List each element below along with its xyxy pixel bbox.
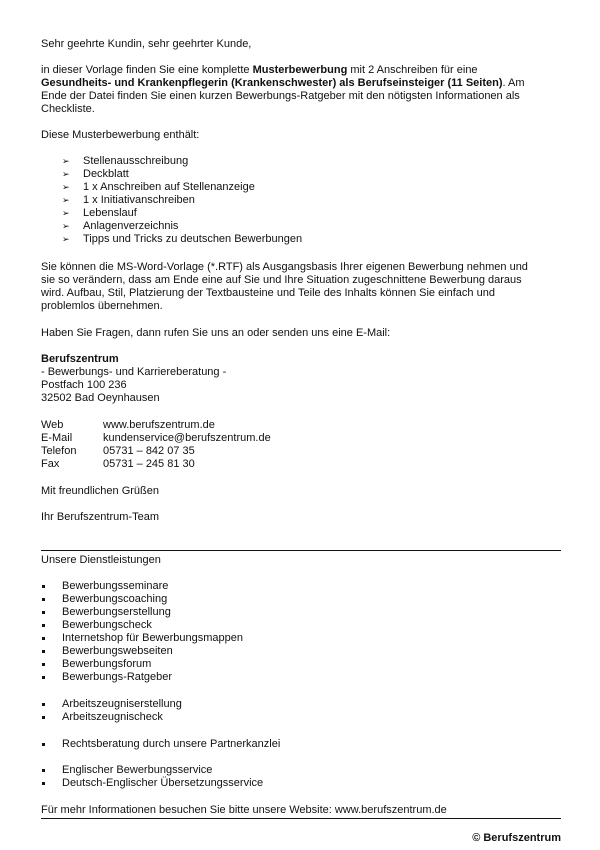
arrow-bullet-icon: ➢ (62, 169, 70, 179)
list-item: Bewerbungscheck (41, 619, 243, 632)
copyright: © Berufszentrum (472, 832, 561, 844)
square-bullet-icon (42, 663, 45, 666)
contact-row-email: E-Mail kundenservice@berufszentrum.de (41, 432, 271, 444)
email-link[interactable]: kundenservice@berufszentrum.de (103, 432, 271, 444)
company-street: Postfach 100 236 (41, 379, 127, 391)
square-bullet-icon (42, 676, 45, 679)
square-bullet-icon (42, 585, 45, 588)
services-list-english (41, 764, 263, 790)
contact-row-fax: Fax 05731 – 245 81 30 (41, 458, 195, 470)
square-bullet-icon (42, 650, 45, 653)
services-list-legal (41, 738, 280, 751)
arrow-bullet-icon: ➢ (62, 195, 70, 205)
list-item: Bewerbungsseminare (41, 580, 243, 593)
list-item: Rechtsberatung durch unsere Partnerkanzlei (41, 738, 280, 751)
company-name: Berufszentrum (41, 353, 119, 365)
arrow-bullet-icon: ➢ (62, 156, 70, 166)
usage-paragraph: Sie können die MS-Word-Vorlage (*.RTF) als Ausgangsbasis Ihrer eigenen Bewerbung nehmen und sie so verändern, dass am Ende eine auf Sie und Ihre Situation zugeschnittene Bewerbung daraus wird. Aufbau, Stil, Platzierung der Textbausteine und Teile des Inhalts können Sie einfach und problemlos übernehmen. (41, 261, 528, 312)
square-bullet-icon (42, 637, 45, 640)
greeting: Sehr geehrte Kundin, sehr geehrter Kunde, (41, 38, 252, 50)
services-list-main (41, 580, 243, 684)
contact-row-phone: Telefon 05731 – 842 07 35 (41, 445, 195, 457)
more-info-line: Für mehr Informationen besuchen Sie bitte unsere Website: www.berufszentrum.de (41, 804, 447, 816)
list-item: Bewerbungscoaching (41, 593, 243, 606)
square-bullet-icon (42, 598, 45, 601)
list-item: ➢ Deckblatt (62, 168, 129, 180)
contact-row-web: Web www.berufszentrum.de (41, 419, 215, 431)
square-bullet-icon (42, 769, 45, 772)
square-bullet-icon (42, 782, 45, 785)
closing: Mit freundlichen Grüßen (41, 485, 159, 497)
list-item: Bewerbungserstellung (41, 606, 243, 619)
list-item: Internetshop für Bewerbungsmappen (41, 632, 243, 645)
list-item: Bewerbungs-Ratgeber (41, 671, 243, 684)
square-bullet-icon (42, 611, 45, 614)
list-item: Arbeitszeugniserstellung (41, 698, 182, 711)
square-bullet-icon (42, 624, 45, 627)
arrow-bullet-icon: ➢ (62, 208, 70, 218)
square-bullet-icon (42, 703, 45, 706)
intro-bold-musterbewerbung: Musterbewerbung (252, 64, 348, 76)
signature: Ihr Berufszentrum-Team (41, 511, 159, 523)
company-address (41, 353, 561, 405)
list-item: ➢ 1 x Initiativanschreiben (62, 194, 195, 206)
company-tagline: - Bewerbungs- und Karriereberatung - (41, 366, 227, 378)
list-item: Deutsch-Englischer Übersetzungsservice (41, 777, 263, 790)
list-item: Arbeitszeugnischeck (41, 711, 182, 724)
intro-bold-position: Gesundheits- und Krankenpflegerin (Krankenschwester) als Berufseinsteiger (11 Seiten) (41, 77, 503, 89)
list-item: ➢ Stellenausschreibung (62, 155, 189, 167)
contents-heading: Diese Musterbewerbung enthält: (41, 129, 200, 141)
arrow-bullet-icon: ➢ (62, 234, 70, 244)
list-item: ➢ Lebenslauf (62, 207, 137, 219)
square-bullet-icon (42, 743, 45, 746)
divider (41, 550, 561, 551)
square-bullet-icon (42, 716, 45, 719)
list-item: Englischer Bewerbungsservice (41, 764, 263, 777)
contents-list (62, 155, 302, 246)
services-heading: Unsere Dienstleistungen (41, 554, 161, 566)
arrow-bullet-icon: ➢ (62, 221, 70, 231)
website-link[interactable]: www.berufszentrum.de (103, 419, 215, 431)
list-item: ➢ 1 x Anschreiben auf Stellenanzeige (62, 181, 255, 193)
company-city: 32502 Bad Oeynhausen (41, 392, 160, 404)
questions-line: Haben Sie Fragen, dann rufen Sie uns an oder senden uns eine E-Mail: (41, 327, 391, 339)
contact-details (41, 419, 271, 471)
footer-divider (41, 818, 561, 819)
list-item: Bewerbungswebseiten (41, 645, 243, 658)
arrow-bullet-icon: ➢ (62, 182, 70, 192)
intro-paragraph: in dieser Vorlage finden Sie eine komplette Musterbewerbung mit 2 Anschreiben für eine Gesundheits- und Krankenpflegerin (Krankenschwester) als Berufseinsteiger (11 Seiten). Am Ende der Datei finden Sie einen kurzen Bewerbungs-Ratgeber mit den nötigsten Informationen als Checkliste. (41, 64, 525, 115)
list-item: ➢ Anlagenverzeichnis (62, 220, 179, 232)
list-item: ➢ Tipps und Tricks zu deutschen Bewerbungen (62, 233, 303, 245)
list-item: Bewerbungsforum (41, 658, 243, 671)
services-list-certificates (41, 698, 182, 724)
